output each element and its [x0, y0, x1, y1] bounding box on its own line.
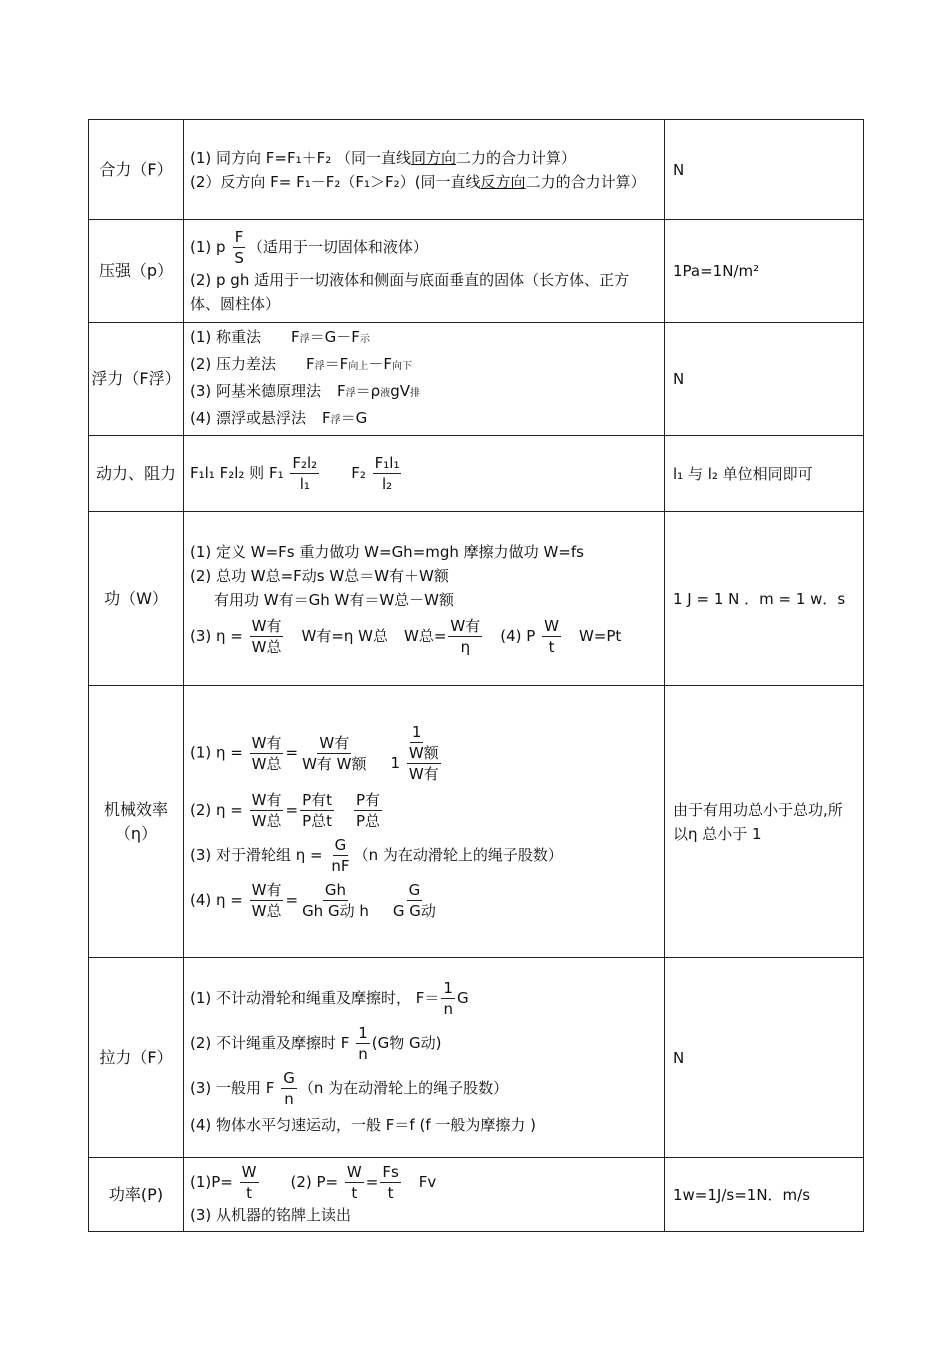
formula-text: (1) 不计动滑轮和绳重及摩擦时， F＝ — [190, 989, 440, 1007]
fraction — [250, 616, 284, 657]
numerator: G — [283, 1069, 295, 1087]
formula-cell — [184, 120, 665, 220]
table-row — [89, 120, 864, 220]
formula-text: F — [337, 382, 346, 400]
subscript: 浮 — [330, 415, 341, 426]
formula-text: F — [322, 409, 331, 427]
denominator: t — [548, 638, 555, 656]
formula-text: F₂ — [351, 464, 366, 482]
formula-text: G — [456, 989, 469, 1007]
fraction — [354, 790, 382, 831]
numerator: W — [544, 617, 559, 635]
numerator: W有 — [319, 733, 350, 752]
numerator: W有 — [251, 733, 282, 752]
denominator: n — [358, 1045, 368, 1063]
unit-cell: N — [665, 120, 864, 220]
numerator: W有 — [450, 617, 481, 635]
denominator: W总 — [251, 754, 282, 773]
formula-text: （适用于一切固体和液体） — [247, 237, 428, 256]
fraction — [441, 978, 455, 1019]
denominator: S — [234, 248, 244, 267]
numerator: W — [241, 1163, 257, 1181]
denominator: η — [460, 638, 471, 656]
subscript: 向上 — [348, 361, 369, 372]
formula-text: ＝F — [324, 355, 349, 373]
formula-text: F — [291, 328, 300, 346]
subscript: 浮 — [345, 388, 356, 399]
fraction — [232, 227, 246, 268]
denominator: t — [351, 1184, 358, 1202]
formula-text: (2）反方向 F= F₁－F₂（F₁＞F₂）(同一直线 — [190, 172, 481, 191]
quantity-name: 功率(P) — [89, 1158, 184, 1232]
formula-text: 同方向 — [411, 148, 457, 167]
numerator: Fs — [382, 1163, 399, 1181]
numerator: F₂l₂ — [292, 454, 318, 472]
formula-text: (3) 阿基米德原理法 — [190, 382, 322, 400]
formula-text: gV — [390, 382, 410, 400]
table-row — [89, 1158, 864, 1232]
numerator: G — [408, 881, 421, 899]
fraction — [373, 453, 402, 494]
fraction — [389, 722, 445, 784]
fraction — [356, 1023, 370, 1064]
fraction — [345, 1162, 364, 1203]
formula-table — [88, 119, 864, 1232]
quantity-name: 机械效率（η） — [89, 686, 184, 958]
denominator: G G动 — [392, 902, 436, 920]
formula-text: (1) 同方向 F=F₁＋F₂ （同一直线 — [190, 148, 412, 167]
denominator: W总 — [251, 638, 282, 656]
subscript: 浮 — [314, 361, 325, 372]
numerator: 1 — [358, 1024, 368, 1042]
subscript: 排 — [410, 388, 420, 399]
table-row — [89, 220, 864, 323]
denominator: n — [443, 1000, 453, 1018]
formula-text: (1) 称重法 — [190, 328, 262, 346]
numerator: P有t — [302, 791, 332, 809]
formula-text: (2) 压力差法 — [190, 355, 277, 373]
formula-text: W总= — [404, 627, 447, 645]
formula-text: (3) 一般用 F — [190, 1079, 275, 1097]
quantity-name: 拉力（F） — [89, 958, 184, 1158]
formula-text: ＝ρ — [355, 382, 381, 400]
formula-text: ＝G－F — [309, 328, 360, 346]
formula-text: 反方向 — [480, 172, 526, 191]
fraction — [300, 790, 334, 831]
formula-text: (1) 定义 W=Fs 重力做功 W=Gh=mgh 摩擦力做功 W=fs — [190, 543, 584, 561]
table-row — [89, 323, 864, 436]
denominator: t — [246, 1184, 253, 1202]
formula-text: （n 为在动滑轮上的绳子股数） — [353, 846, 563, 864]
denominator: W总 — [251, 812, 282, 830]
formula-text: = — [285, 891, 299, 909]
formula-text: (2) η = — [190, 801, 243, 819]
numerator: W额 — [408, 744, 439, 762]
denominator: W有 — [408, 765, 439, 783]
formula-text: F₁l₁ F₂l₂ 则 F₁ — [190, 464, 284, 482]
denominator: Gh G动 h — [302, 902, 369, 920]
unit-cell: N — [665, 323, 864, 436]
formula-text: (3) η = — [190, 627, 243, 645]
table-row — [89, 436, 864, 512]
formula-text: 有用功 W有＝Gh W有＝W总－W额 — [214, 591, 454, 609]
formula-text: Fv — [418, 1173, 437, 1191]
unit-cell: 1 J = 1 N ．m = 1 w．s — [665, 512, 864, 686]
denominator: nF — [331, 857, 350, 875]
table-row — [89, 958, 864, 1158]
denominator: l₁ — [299, 475, 310, 493]
denominator: W总 — [251, 902, 282, 920]
numerator: W有 — [251, 791, 282, 809]
numerator: 1 — [411, 723, 422, 741]
formula-text: F — [306, 355, 315, 373]
fraction — [250, 790, 284, 831]
formula-text: －F — [368, 355, 392, 373]
fraction — [542, 616, 561, 657]
subscript: 浮 — [299, 334, 310, 345]
denominator: P总t — [302, 812, 332, 830]
formula-text: (4) 漂浮或悬浮法 — [190, 409, 307, 427]
denominator: l₂ — [381, 475, 393, 493]
formula-cell — [184, 436, 665, 512]
formula-cell — [184, 512, 665, 686]
formula-text: 二力的合力计算） — [525, 172, 646, 191]
fraction — [329, 835, 351, 876]
denominator: t — [387, 1184, 394, 1202]
formula-text: (2) 不计绳重及摩擦时 F — [190, 1034, 350, 1052]
table-row — [89, 512, 864, 686]
numerator: 1 — [443, 979, 453, 997]
fraction — [300, 733, 368, 774]
formula-text: (2) 总功 W总=F动s W总＝W有＋W额 — [190, 567, 449, 585]
formula-text: (2) P= — [290, 1173, 339, 1191]
denominator — [389, 743, 445, 784]
fraction — [281, 1068, 297, 1109]
numerator: P有 — [356, 791, 381, 809]
formula-cell — [184, 220, 665, 323]
quantity-name: 功（W） — [89, 512, 184, 686]
formula-text: (1) η = — [190, 743, 243, 762]
quantity-name: 浮力（F浮） — [89, 323, 184, 436]
fraction — [250, 880, 284, 921]
subscript: 液 — [380, 388, 391, 399]
formula-cell — [184, 958, 665, 1158]
formula-text: (3) 从机器的铭牌上读出 — [190, 1206, 352, 1224]
formula-cell — [184, 686, 665, 958]
fraction — [250, 733, 284, 774]
fraction — [448, 616, 482, 657]
numerator: W有 — [251, 881, 282, 899]
fraction — [300, 880, 371, 921]
subscript: 示 — [359, 334, 370, 345]
denominator: n — [284, 1090, 294, 1108]
formula-text: (4) 物体水平匀速运动，一般 F＝f (f 一般为摩擦力 ) — [190, 1116, 536, 1134]
formula-text: (3) 对于滑轮组 η = — [190, 846, 323, 864]
fraction — [407, 743, 441, 784]
denominator: W有 W额 — [302, 754, 367, 773]
formula-cell — [184, 323, 665, 436]
formula-text: （n 为在动滑轮上的绳子股数） — [298, 1079, 509, 1097]
unit-cell: N — [665, 958, 864, 1158]
fraction — [240, 1162, 259, 1203]
formula-cell — [184, 1158, 665, 1232]
quantity-name: 压强（p） — [89, 220, 184, 323]
unit-cell: 由于有用功总小于总功,所以η 总小于 1 — [665, 686, 864, 958]
unit-cell: l₁ 与 l₂ 单位相同即可 — [665, 436, 864, 512]
unit-cell: 1Pa=1N/m² — [665, 220, 864, 323]
fraction — [380, 1162, 400, 1203]
formula-text: W=Pt — [578, 627, 622, 645]
formula-text: = — [285, 743, 299, 762]
formula-text: (2) p gh 适用于一切液体和侧面与底面垂直的固体（长方体、正方体、圆柱体） — [190, 270, 630, 313]
formula-text: (1)P= — [190, 1173, 233, 1191]
formula-text: = — [365, 1173, 379, 1191]
quantity-name: 合力（F） — [89, 120, 184, 220]
formula-text: (1) p — [190, 237, 226, 256]
fraction — [391, 880, 438, 921]
formula-text: (4) P — [500, 627, 536, 645]
numerator: W — [346, 1163, 362, 1181]
unit-cell: 1w=1J/s=1N．m/s — [665, 1158, 864, 1232]
numerator: W有 — [251, 617, 282, 635]
subscript: 向下 — [391, 361, 412, 372]
formula-text: 1 — [390, 754, 401, 772]
quantity-name: 动力、阻力 — [89, 436, 184, 512]
formula-text: 二力的合力计算） — [456, 148, 577, 167]
formula-text: (G物 G动) — [371, 1034, 442, 1052]
fraction — [290, 453, 319, 494]
numerator: G — [334, 836, 347, 854]
formula-text: ＝G — [340, 409, 368, 427]
formula-text: (4) η = — [190, 891, 243, 909]
table-row — [89, 686, 864, 958]
formula-text: W有=η W总 — [301, 627, 388, 645]
numerator: F₁l₁ — [374, 454, 400, 472]
numerator: Gh — [324, 881, 347, 899]
denominator: P总 — [356, 812, 381, 830]
numerator: F — [234, 227, 244, 246]
formula-text: = — [285, 801, 299, 819]
